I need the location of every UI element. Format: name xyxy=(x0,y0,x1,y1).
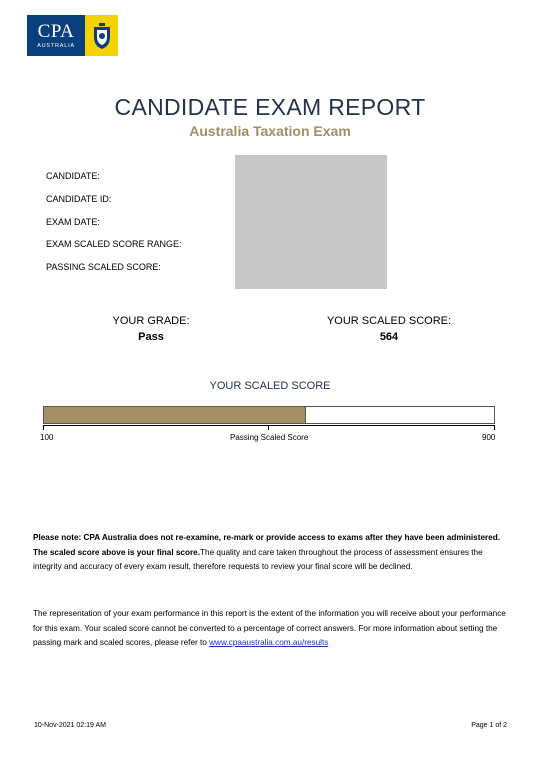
note-paragraph-2 xyxy=(33,607,511,651)
score-bar xyxy=(43,406,495,424)
axis-min-label: 100 xyxy=(40,433,54,442)
candidate-label: CANDIDATE: xyxy=(46,171,100,181)
report-title: CANDIDATE EXAM REPORT xyxy=(114,94,426,120)
footer-page-number: Page 1 of 2 xyxy=(471,722,507,729)
logo-wordmark xyxy=(27,15,85,56)
crest-icon xyxy=(85,15,118,56)
scaled-score-label: YOUR SCALED SCORE: xyxy=(326,315,452,327)
grade-value: Pass xyxy=(138,331,164,343)
score-range-label: EXAM SCALED SCORE RANGE: xyxy=(46,239,182,249)
exam-name: Australia Taxation Exam xyxy=(189,123,351,139)
tick-passing xyxy=(268,425,269,430)
tick-max xyxy=(494,425,495,430)
footer-timestamp: 10-Nov-2021 02:19 AM xyxy=(34,722,106,729)
axis-max-label: 900 xyxy=(482,433,496,442)
candidate-id-label: CANDIDATE ID: xyxy=(46,194,112,204)
passing-score-label: PASSING SCALED SCORE: xyxy=(46,262,161,272)
note-paragraph-1 xyxy=(33,531,511,575)
score-axis xyxy=(43,425,495,426)
score-scale-title: YOUR SCALED SCORE xyxy=(209,380,331,392)
note-bold-text: Please note: CPA Australia does not re-examine, re-mark or provide access to exams after they have been administered. The scaled score above is your final score. xyxy=(33,533,501,557)
scaled-score-value: 564 xyxy=(379,331,399,343)
axis-passing-label: Passing Scaled Score xyxy=(230,433,309,442)
cpa-logo xyxy=(27,15,118,56)
note-para2-text: The representation of your exam performance in this report is the extent of the information you will receive about your performance for this exam. Your scaled score cannot be converted to a percentage of correct answers. For more information about setting the passing mark and scaled scores, please refer to xyxy=(33,609,506,647)
logo-sub: AUSTRALIA xyxy=(37,43,75,49)
results-link[interactable]: www.cpaaustralia.com.au/results xyxy=(209,638,329,647)
note-rest-text: The quality and care taken throughout the process of assessment ensures the integrity and accuracy of every exam result, therefore requests to review your final score will be declined. xyxy=(33,547,483,571)
candidate-photo-placeholder xyxy=(235,155,387,289)
grade-label: YOUR GRADE: xyxy=(112,315,190,327)
logo-brand: CPA xyxy=(37,21,75,42)
exam-date-label: EXAM DATE: xyxy=(46,217,100,227)
tick-min xyxy=(43,425,44,430)
score-bar-fill xyxy=(44,407,306,423)
